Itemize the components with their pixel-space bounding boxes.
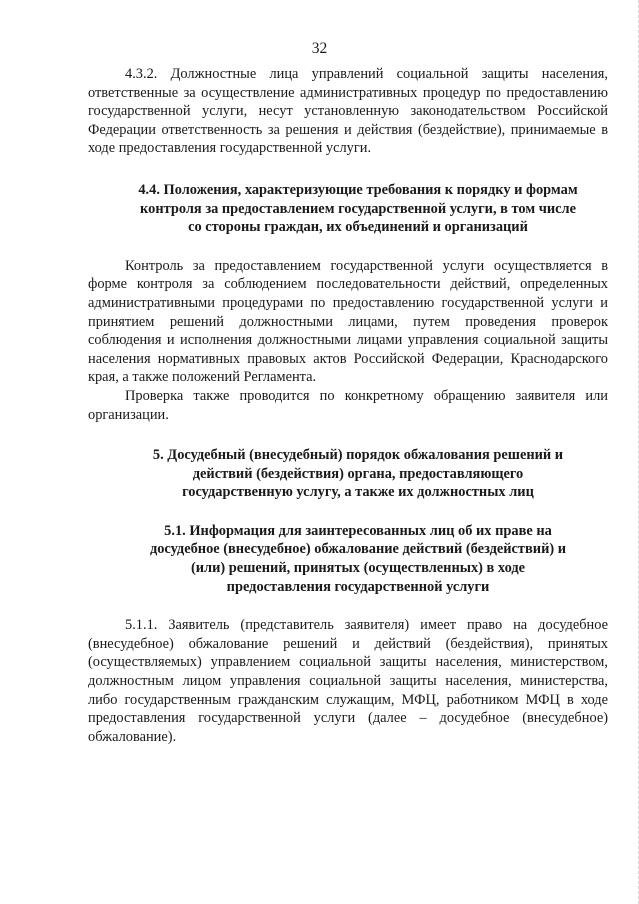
section-heading-5: 5. Досудебный (внесудебный) порядок обжалования решений и действий (бездействия) органа, предоставляющего государственную услугу, а также их должностных лиц	[152, 447, 564, 501]
paragraph-check: Проверка также проводится по конкретному обращению заявителя или организации.	[88, 387, 608, 423]
scan-edge-marks	[634, 0, 639, 904]
section-heading-4-4: 4.4. Положения, характеризующие требования к порядку и формам контроля за предоставлением государственной услуги, в том числе со стороны граждан, их объединений и организаций	[138, 181, 578, 236]
paragraph-control: Контроль за предоставлением государственной услуги осуществляется в форме контроля за соблюдением последовательности действий, определенных административными процедурами по предоставлению государственной услуги и принятием решений должностными лицами, путем проведения проверок соблюдения и исполнения должностными лицами управления социальной защиты населения нормативных правовых актов Российской Федерации, Краснодарского края, а также положений Регламента.	[88, 257, 608, 386]
document-body	[88, 65, 608, 746]
paragraph-5-1-1: 5.1.1. Заявитель (представитель заявителя) имеет право на досудебное (внесудебное) обжалование решений и действий (бездействия), принятых (осуществляемых) управлением социальной защиты населения, министерством, должностным лицом управления социальной защиты населения, министерства, либо государственным гражданским служащим, МФЦ, работником МФЦ в ходе предоставления государственной услуги (далее – досудебное (внесудебное) обжалование).	[88, 617, 608, 745]
paragraph-4-3-2: 4.3.2. Должностные лица управлений социальной защиты населения, ответственные за осуществление административных процедур по предоставлению государственной услуги, несут установленную законодательством Российской Федерации ответственность за решения и действия (бездействие), принимаемые в ходе предоставления государственной услуги.	[88, 66, 608, 157]
page-number: 32	[311, 40, 328, 57]
section-heading-5-1: 5.1. Информация для заинтересованных лиц об их праве на досудебное (внесудебное) обжалование действий (бездействий) и (или) решений, принятых (осуществленных) в ходе предоставления государственной услуги	[149, 522, 567, 595]
